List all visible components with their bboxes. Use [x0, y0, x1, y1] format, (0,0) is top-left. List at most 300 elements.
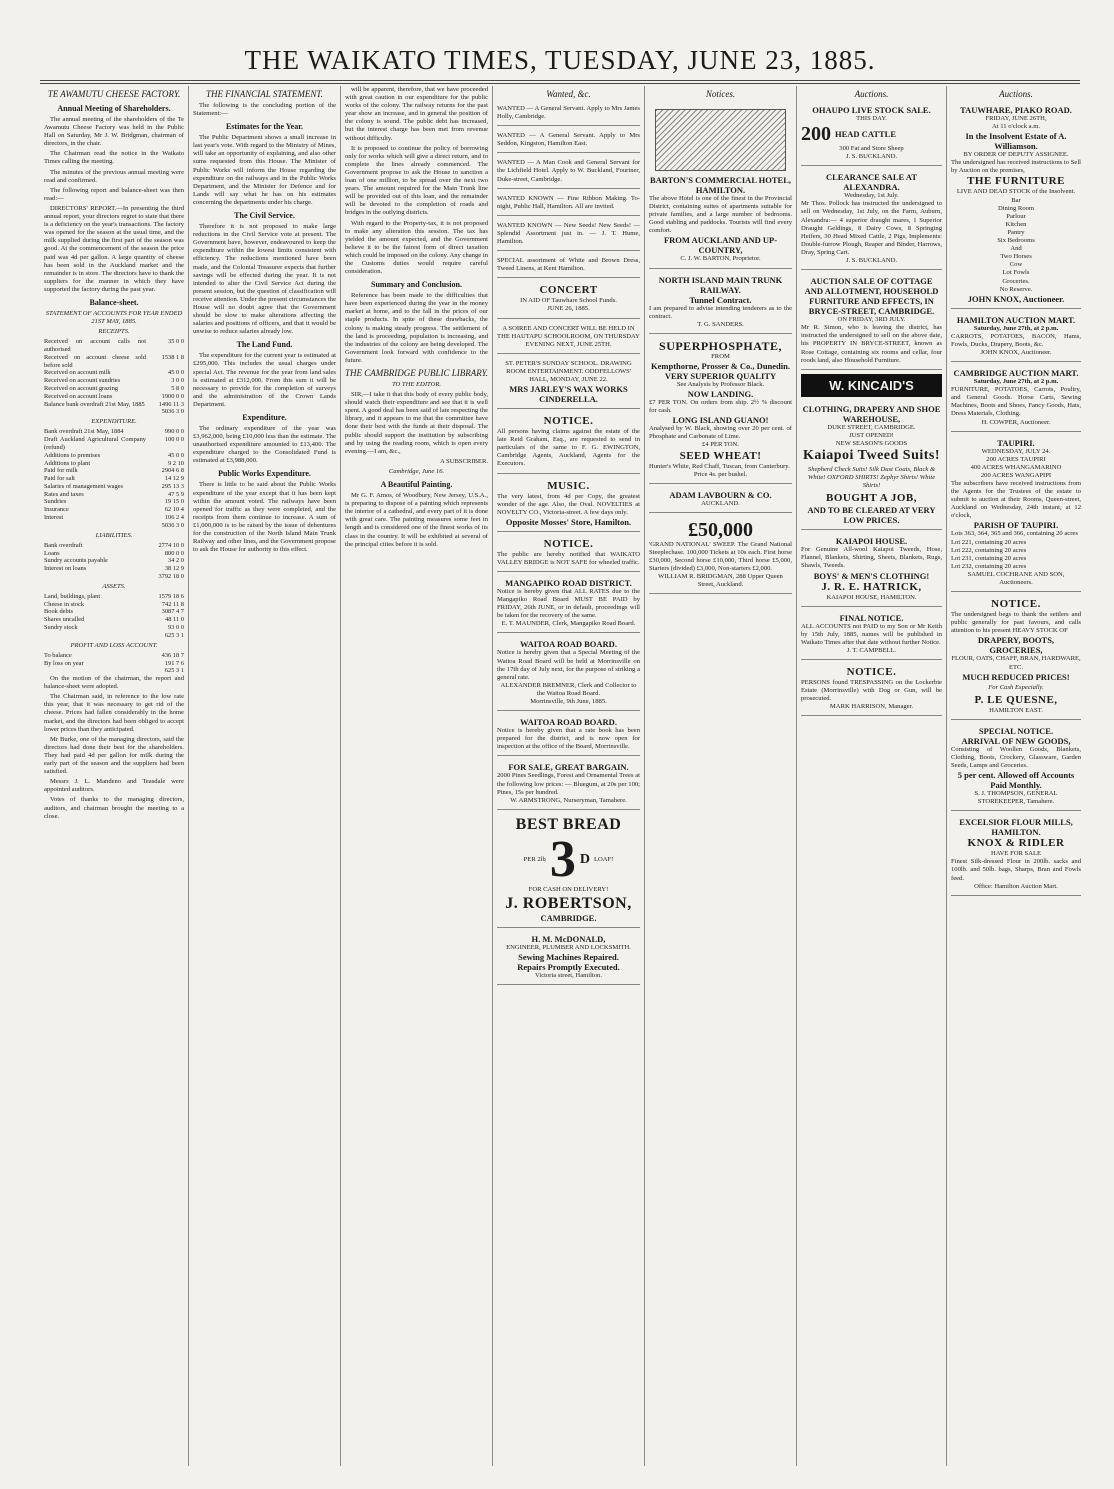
letter-signature: A SUBSCRIBER.: [439, 457, 488, 465]
livestock-sale-ad: [801, 102, 942, 166]
column-divider: [188, 86, 189, 1466]
column-statement-continued: [345, 86, 488, 1466]
list-item: Lot Fowls: [1002, 269, 1030, 277]
table-row: [44, 514, 184, 522]
bread-loaf-label: LOAF!: [593, 855, 614, 863]
ad-text: SPECIAL assortment of White and Brown Dress, Tweed Linens, at Kent Hamilton.: [497, 257, 640, 273]
ad-headline: HAMILTON AUCTION MART.: [956, 314, 1076, 325]
ad-text: Mr R. Simon, who is leaving the district, has instructed the undersigned to sell on the above date, his PROPERTY IN BRYCE-STREET, known as Rose Cottage, containing six rooms and cellar, four roods land, also Household Furniture.: [801, 324, 942, 364]
soiree-ad: [497, 322, 640, 354]
ad-text: ALL ACCOUNTS not PAID to my Son or Mr Keith by 15th July, 1885, names will be published in Waikato Times after that date without further Notice.: [801, 622, 942, 646]
ad-headline: CONCERT: [539, 284, 598, 297]
cattle-row: [801, 123, 942, 145]
ad-date: Wednesday, 1st July.: [844, 192, 899, 200]
article-paragraph: The Public Department shows a small increase in last year's vote. With regard to the Ministry of Mines, will take an opportunity of explaining, and also other sums requested from this House. The Minister of Public Works will inform the House regarding the expenditure on the railways and in the Public Works Department, and the Minister for Defence and for Lands will say what he has on his estimates concerning the departments under his charge.: [193, 134, 336, 206]
ad-signature: SAMUEL COCHRANE AND SON, Auctioneers.: [967, 570, 1065, 587]
ad-text: The undersigned begs to thank the settlers and public generally for past favours, and calls attention to his present HEAVY STOCK OF: [951, 611, 1081, 635]
ad-text: No Reserve.: [999, 285, 1033, 293]
ad-signature: C. J. W. BARTON, Proprietor.: [680, 255, 761, 263]
column-divider: [644, 86, 645, 1466]
masthead-rule-2: [40, 83, 1080, 84]
road-board-ad: [497, 636, 640, 711]
table-total: [44, 408, 184, 416]
ad-advertiser: KNOX & RIDLER: [967, 837, 1065, 850]
ad-text: For Cash Especially.: [988, 683, 1044, 691]
ad-text: The subscribers have received instructions from the Agents for the Trustees of the estate to submit to auction at their Rooms, Queen-street, Auckland on Wednesday, 24th instant, at 12 o'clock,: [951, 480, 1081, 520]
list-item: Kitchen: [1005, 220, 1027, 228]
table-row: [44, 428, 184, 436]
ad-signature: ALEXANDER BREMNER, Clerk and Collector to the Waitoa Road Board.: [500, 681, 637, 697]
ad-headline: AUCTION SALE OF COTTAGE AND ALLOTMENT, HOUSEHOLD FURNITURE AND EFFECTS, IN BRYCE-STREET, CAMBRIDGE.: [804, 276, 939, 317]
ad-headline: FINAL NOTICE.: [839, 612, 904, 623]
notice-ad: [497, 412, 640, 473]
auction-mart-ad: [951, 312, 1081, 362]
table-row: [44, 452, 184, 460]
bread-ad: [497, 813, 640, 928]
list-item: Lot 221, containing 20 acres: [951, 538, 1027, 546]
table-row: [44, 506, 184, 514]
account-label: Paid for milk: [44, 467, 78, 475]
classified-ad: [497, 192, 640, 216]
account-label: Received on account cheese sold before sold: [44, 353, 146, 369]
ad-headline: FOR SALE, GREAT BARGAIN.: [508, 762, 629, 773]
ad-headline: FROM AUCKLAND AND UP-COUNTRY,: [663, 235, 778, 256]
receipts-table: [44, 338, 184, 416]
article-paragraph: It is proposed to continue the policy of borrowing only for works which will give a direct return, and to complete the lines already commenced. The Government propose to ask the House to sanction a loan of one million, to be spread over the next two years. The amount required for the Main Trunk line will be provided out of this loan, and the remainder will be devoted to the completion of roads and bridges in the outlying districts.: [345, 144, 488, 217]
list-item: Lot 231, containing 20 acres: [951, 554, 1027, 562]
ad-headline: WAITOA ROAD BOARD.: [520, 639, 617, 650]
ad-signature: H. COWPER, Auctioneer.: [981, 418, 1051, 426]
account-amount: 100 0 0: [164, 436, 184, 444]
ad-price: £4 PER TON.: [702, 441, 739, 449]
account-amount: 800 0 0: [164, 549, 184, 557]
assets-table: [44, 593, 184, 640]
bread-price-row: [497, 830, 640, 888]
ad-date: WEDNESDAY, JULY 24.: [981, 447, 1051, 455]
article-subheading: Estimates for the Year.: [225, 122, 304, 132]
ad-headline: EXCELSIOR FLOUR MILLS, HAMILTON.: [959, 817, 1073, 838]
account-label: Paid for salt: [44, 475, 75, 483]
liabilities-table: [44, 542, 184, 581]
ad-text: IN AID OF Tauwhare School Funds.: [520, 297, 617, 305]
ad-signature: J. T. CAMPBELL.: [846, 646, 897, 654]
article-paragraph: will be apparent, therefore, that we have proceeded with great caution in our expenditure for the public works of the colony. The railway returns for the past year show an increase, and in general the position of the colony is sound. The public debt has increased, but the interest charge has been met from revenue without difficulty.: [345, 86, 488, 142]
ad-headline: BOYS' & MEN'S CLOTHING!: [813, 570, 930, 581]
ad-text: ST. PETER'S SUNDAY SCHOOL. DRAWING ROOM ENTERTAINMENT. ODDFELLOWS' HALL, MONDAY, JUNE 22.: [505, 359, 632, 383]
masthead-rule: [40, 80, 1080, 81]
account-amount: 62 10 4: [164, 506, 184, 514]
ad-headline: MRS JARLEY'S WAX WORKS CINDERELLA.: [509, 384, 628, 405]
account-label: Land, buildings, plant: [44, 592, 101, 600]
classified-ad: [497, 156, 640, 188]
ad-headline: NORTH ISLAND MAIN TRUNK RAILWAY.: [658, 274, 783, 295]
superphosphate-ad: [649, 337, 792, 484]
list-item: 200 ACRES TAUPIRI: [986, 455, 1046, 463]
table-total: [44, 522, 184, 530]
account-amount: 45 0 0: [168, 451, 184, 459]
ad-text: PERSONS found TRESPASSING on the Lockerbie Estate (Morrinsville) with Dog or Gun, will be prosecuted.: [801, 679, 942, 703]
ad-date: Saturday, June 27th, at 2 p.m.: [973, 324, 1059, 332]
article-paragraph: The Chairman read the notice in the Waikato Times calling the meeting.: [44, 150, 184, 166]
account-amount: 1496 11 3: [158, 400, 184, 408]
account-amount: 1579 18 6: [158, 592, 184, 600]
account-amount: 3087 4 7: [161, 608, 184, 616]
ad-signature: W. ARMSTRONG, Nurseryman, Tamahere.: [510, 796, 627, 804]
account-label: Cheese in stock: [44, 600, 85, 608]
ad-headline: NOTICE.: [543, 415, 594, 428]
column-wanted-notices: [497, 86, 640, 1466]
section-title: THE CAMBRIDGE PUBLIC LIBRARY.: [345, 368, 488, 378]
ad-headline: VERY SUPERIOR QUALITY: [664, 370, 777, 381]
ad-headline: MUSIC.: [547, 479, 590, 492]
ad-advertiser: J. ROBERTSON,: [505, 894, 632, 912]
table-row: [44, 498, 184, 506]
ad-price: Price 4s. per bushel.: [693, 470, 748, 478]
bread-price: 3: [549, 830, 576, 888]
expenditure-table: [44, 428, 184, 529]
article-paragraph: The Chairman said, in reference to the low rate this year, that it was necessary to get rid of the cheese. Prices had fallen considerably in the home market, and the directors had been obliged to accept lower prices than they anticipated.: [44, 693, 184, 733]
expenditure-heading: EXPENDITURE.: [91, 418, 137, 426]
account-total: 625 3 1: [164, 631, 184, 639]
kincaid-banner: W. KINCAID'S: [801, 374, 942, 397]
article-paragraph: The following report and balance-sheet was then read:—: [44, 186, 184, 202]
ad-headline: LONG ISLAND GUANO!: [672, 415, 769, 426]
account-amount: 3 0 0: [171, 377, 184, 385]
section-title: THE FINANCIAL STATEMENT.: [206, 89, 323, 99]
ad-headline: SUPERPHOSPHATE,: [659, 338, 782, 353]
table-row: [44, 660, 184, 668]
column-auctions-2: [951, 86, 1081, 1466]
ad-signature: WILLIAM R. BRIDGMAN, 288 Upper Queen Street, Auckland.: [658, 573, 783, 589]
ad-headline: MANGAPIKO ROAD DISTRICT.: [505, 578, 632, 588]
cottage-sale-ad: [801, 273, 942, 370]
table-row: [44, 467, 184, 475]
account-amount: 191 7 6: [164, 659, 184, 667]
account-amount: 990 0 0: [164, 428, 184, 436]
ad-text: Analysed by W. Black, showing over 20 per cent. of Phosphate and Carbonate of Lime.: [649, 425, 792, 441]
account-amount: 14 12 9: [164, 475, 184, 483]
account-amount: 9 2 10: [168, 459, 184, 467]
ad-signature: MARK HARRISON, Manager.: [829, 703, 914, 711]
article-subheading: The Civil Service.: [234, 211, 295, 221]
table-row: [44, 401, 184, 409]
cattle-label: HEAD CATTLE: [835, 129, 897, 140]
balance-heading: Balance-sheet.: [89, 297, 139, 307]
ad-text: The very latest, from 4d per Copy, the greatest wonder of the age. Also, the Oval. NOVELTIES at NOVELTY CO., Victoria-street. A few days only.: [497, 492, 640, 516]
list-item: Two Horses: [1000, 253, 1032, 261]
account-label: Additions to plant: [44, 459, 91, 467]
account-amount: 295 13 3: [161, 482, 184, 490]
ad-signature: JOHN KNOX, Auctioneer.: [980, 348, 1052, 356]
engineer-ad: [497, 931, 640, 985]
section-title: Notices.: [705, 89, 736, 99]
table-row: [44, 593, 184, 601]
account-amount: 48 11 0: [165, 616, 184, 624]
ad-text: BY ORDER OF DEPUTY ASSIGNEE.: [963, 151, 1069, 159]
ad-address: Office: Hamilton Auction Mart.: [974, 882, 1058, 890]
account-label: Interest on loans: [44, 565, 87, 573]
classified-ad: [497, 254, 640, 278]
list-item: Parlour: [1006, 212, 1026, 220]
ad-text: WANTED — A General Servant. Apply to Mrs James Holly, Cambridge.: [497, 105, 640, 121]
ad-text: Mr Thos. Pollock has instructed the undersigned to sell on Wednesday, 1st July, on the Farm, Auburn, Alexandra:— 4 superior draught mares, 1 Superior Draught Geldings, 8 Dairy Cows, 8 Springing Heifers, 30 Head Mixed Cattle, 2 Pigs, Implements: Double-furrow Plough, Reaper and Binder, Harrows, Dray, Spring Cart.: [801, 200, 942, 256]
section-title: TE AWAMUTU CHEESE FACTORY.: [47, 89, 181, 99]
ad-headline: BEST BREAD: [515, 815, 622, 833]
ad-address: HAMILTON EAST.: [989, 706, 1043, 714]
ad-headline: TAUPIRI.: [997, 437, 1035, 448]
land-sale-ad: [951, 435, 1081, 593]
table-row: [44, 436, 184, 452]
account-amount: 2904 6 8: [161, 467, 184, 475]
table-row: [44, 557, 184, 565]
ad-date: Morrinsville, 9th June, 1885.: [530, 698, 607, 706]
railway-ad: [649, 272, 792, 334]
ad-town: CAMBRIDGE.: [540, 912, 597, 923]
article-paragraph: On the motion of the chairman, the report and balance-sheet were adopted.: [44, 675, 184, 691]
ad-subheadline: PARISH OF TAUPIRI.: [973, 520, 1059, 531]
notice-ad: [497, 535, 640, 572]
article-paragraph: Reference has been made to the difficulties that have been experienced during the year in the money market at home, and to the fall in the prices of our staple products. In spite of these drawbacks, the colony is making steady progress. The settlement of the land is proceeding, population is increasing, and the industries of the colony are being developed. The Government look forward with confidence to the future.: [345, 292, 488, 364]
list-item: Groceries.: [1002, 277, 1030, 285]
account-label: Received on account calls not authorised: [44, 338, 146, 354]
section-title: Auctions.: [999, 89, 1033, 99]
list-item: Dining Room: [997, 204, 1035, 212]
ad-headline: Sewing Machines Repaired.: [518, 951, 619, 962]
cattle-count: 200: [801, 123, 831, 146]
classified-ad: [497, 129, 640, 153]
ad-headline: SPECIAL NOTICE.: [978, 725, 1054, 736]
account-label: Shares uncalled: [44, 616, 85, 624]
music-ad: [497, 477, 640, 532]
profit-loss-table: [44, 652, 184, 675]
ad-text: Consisting of Woollen Goods, Blankets, Clothing, Boots, Crockery, Glassware, Garden Seeds, Lamps and Groceries.: [951, 745, 1081, 769]
ad-subheadline: ARRIVAL OF NEW GOODS,: [961, 735, 1071, 746]
account-amount: 35 0 0: [168, 338, 184, 346]
article-subheading: Public Works Expenditure.: [218, 469, 311, 479]
ad-headline: NOW LANDING.: [687, 389, 754, 400]
ad-text: The above Hotel is one of the finest in the Provincial District, containing suites of apartments suitable for private families, and a large number of bedrooms. Good stabling and paddocks. Tourists will find every comfort.: [649, 195, 792, 235]
letter-salutation: TO THE EDITOR.: [391, 381, 442, 388]
ad-headline: CLEARANCE SALE AT ALEXANDRA.: [825, 172, 917, 193]
article-heading: Annual Meeting of Shareholders.: [57, 104, 171, 113]
bread-price-unit: D: [579, 851, 590, 867]
sale-ad: [497, 759, 640, 809]
article-paragraph: The ordinary expenditure of the year was £3,962,000, being £10,000 less than the estimate. The unauthorised expenditure amounted to £13,400. The expenditure charged to the Consolidated Fund is estimated at £3,988,000.: [193, 425, 336, 465]
account-label: Bank overdraft 21st May, 1884: [44, 428, 124, 436]
classified-ad: [497, 219, 640, 251]
ad-date: FRIDAY, JUNE 26TH,: [985, 115, 1047, 122]
account-label: Sundries: [44, 498, 67, 506]
ad-text: WANTED — A Man Cook and General Servant for the Lichfield Hotel. Apply to W. Buckland, Fouriner, Duke-street, Cambridge.: [497, 159, 640, 183]
article-paragraph: Votes of thanks to the managing directors, auditors, and chairman brought the meeting to a close.: [44, 796, 184, 820]
ad-headline: SEED WHEAT!: [679, 449, 762, 462]
ad-address: Victoria street, Hamilton.: [535, 971, 602, 979]
table-row: [44, 624, 184, 632]
account-amount: 19 15 0: [164, 498, 184, 506]
article-paragraph: Mr Burke, one of the managing directors, said the directors had done their best for the shareholders. They had paid 4d per gallon for milk during the early part of the season and the suppliers had been satisfied.: [44, 735, 184, 776]
kaiapoi-house-ad: [801, 533, 942, 606]
section-title: Auctions.: [854, 89, 889, 99]
ad-subheadline: AND TO BE CLEARED AT VERY LOW PRICES.: [807, 505, 936, 526]
ad-headline: WAITOA ROAD BOARD.: [520, 717, 617, 728]
ad-date: Saturday, June 27th, at 2 p.m.: [973, 378, 1059, 386]
article-paragraph: Therefore it is not proposed to make large reductions in the Civil Service vote at present. The Government have, however, endeavoured to keep the expenditure within the lowest limits consistent with efficiency. The reductions mentioned have been made, and the Colonial Treasurer expects that further savings will be effected during the year. It is not intended to alter the Civil Service Act during the present session, but the question of classification will receive attention. Under the present circumstances the House will no doubt agree that the Government should be slow to make alterations affecting the salaries and positions of officers, and that it would be unwise to reduce salaries already low.: [193, 223, 336, 336]
balance-subheading: STATEMENT OF ACCOUNTS FOR YEAR ENDED 21ST MAY, 1885.: [45, 309, 183, 326]
article-paragraph: Mr G. F. Amos, of Woodbury, New Jersey, U.S.A., is preparing to dispose of a painting which represents the interior of a cathedral, and every part of it is done with great care. The painting measures some feet in length and is considered one of the finest works of its class in the country. It will be exhibited at several of the principal cities before it is sold.: [345, 492, 488, 548]
ad-text: Notice is hereby given that a Special Meeting of the Waitoa Road Board will be held at Morrinsville on the 17th day of July next, for the purpose of striking a general rate.: [497, 649, 640, 681]
ad-text: WANTED KNOWN — Fine Ribbon Making. To-night, Public Hall, Hamilton. All are invited.: [497, 194, 640, 210]
article-paragraph: With regard to the Property-tax, it is not proposed to make any alteration this session. The tax has yielded the amount expected, and the Government believe it to be the fairest form of direct taxation which could be imposed on the colony. Any change in the Customs duties would require careful consideration.: [345, 219, 488, 276]
account-label: Additions to premises: [44, 451, 101, 459]
account-amount: 106 2 4: [164, 514, 184, 522]
list-item: Bar: [1011, 196, 1021, 204]
ad-address: KAIAPOI HOUSE, HAMILTON.: [826, 593, 917, 601]
masthead-title: THE WAIKATO TIMES, TUESDAY, JUNE 23, 1885.: [244, 45, 876, 75]
ad-text: Notice is hereby given that a rate book has been prepared for the district, and is now open for inspection at the office of the Board, Morrinsville.: [497, 727, 640, 751]
ad-headline: THE FURNITURE: [967, 175, 1065, 188]
account-amount: 2774 10 0: [158, 541, 184, 549]
table-row: [44, 354, 184, 370]
table-row: [44, 377, 184, 385]
list-item: Pantry: [1007, 228, 1025, 236]
ad-signature: S. J. THOMPSON, GENERAL STOREKEEPER, Tamahere.: [974, 790, 1058, 806]
table-row: [44, 338, 184, 354]
ad-text: Notice is hereby given that ALL RATES due to the Mangapiko Road Board MUST BE PAID by FRIDAY, 26th JUNE, or in default, proceedings will be taken for the recovery of the same.: [497, 588, 640, 620]
insolvent-estate-ad: [951, 102, 1081, 309]
column-auctions: [801, 86, 942, 1466]
account-label: Sundry stock: [44, 624, 78, 632]
ad-date: ON FRIDAY, 3RD JULY.: [837, 316, 906, 324]
account-amount: 436 18 7: [161, 651, 184, 659]
ad-text: CARROTS, POTATOES, BACON, Hams, Fowls, Ducks, Drapery, Boots, &c.: [951, 332, 1081, 348]
road-board-ad: [497, 714, 640, 756]
ad-text: 2000 Pines Seedlings, Forest and Ornamental Trees at the following low prices: — Bluegum, at 20s per 100; Pines, 15s per hundred.: [497, 772, 640, 796]
account-total: 625 3 1: [164, 667, 184, 675]
ad-signature: E. T. MAUNDER, Clerk, Mangapiko Road Board.: [501, 620, 636, 628]
table-row: [44, 393, 184, 401]
article-subheading: Expenditure.: [242, 413, 287, 422]
list-item: Lot 222, containing 20 acres: [951, 546, 1027, 554]
ad-advertiser: J. R. E. HATRICK,: [821, 580, 922, 593]
auction-mart-ad: [951, 365, 1081, 432]
table-row: [44, 483, 184, 491]
account-amount: 93 0 0: [168, 624, 184, 632]
table-row: [44, 491, 184, 499]
account-label: Interest: [44, 514, 64, 522]
profit-loss-heading: PROFIT AND LOSS ACCOUNT.: [70, 641, 158, 649]
account-label: Balance bank overdraft 21st May, 1885: [44, 400, 145, 408]
ad-text: HAVE FOR SALE: [990, 850, 1042, 858]
ad-headline: BARTON'S COMMERCIAL HOTEL, HAMILTON.: [650, 175, 791, 195]
table-row: [44, 460, 184, 468]
account-label: Received on account sundries: [44, 377, 121, 385]
ad-address: DUKE STREET, CAMBRIDGE.: [827, 423, 916, 431]
ad-headline: TAUWHARE, PIAKO ROAD.: [960, 105, 1072, 115]
list-item: And: [1010, 245, 1022, 253]
ad-text: Hunter's White, Red Chaff, Tuscan, from Canterbury.: [649, 462, 790, 470]
column-notices: [649, 86, 792, 1466]
ad-text: LIVE AND DEAD STOCK of the Insolvent.: [956, 188, 1076, 196]
ad-headline: NOTICE.: [991, 598, 1041, 611]
ad-subheadline: Tunnel Contract.: [689, 294, 752, 305]
account-total: 5036 3 0: [161, 408, 184, 416]
account-amount: 1900 0 0: [161, 392, 184, 400]
ad-text: See Analysis by Professor Black.: [676, 380, 765, 388]
ad-text: For Genuine All-wool Kaiapoi Tweeds, Hose, Flannel, Blankets, Shirting, Sheets, Blankets, Rugs, Shawls, Tweeds.: [801, 546, 942, 570]
assets-heading: ASSETS.: [102, 582, 126, 590]
table-row: [44, 550, 184, 558]
account-amount: 5 8 0: [171, 385, 184, 393]
classified-ad: [497, 102, 640, 126]
ad-signature: T. G. SANDERS.: [697, 320, 744, 328]
ad-text: JUST OPENED!: [849, 431, 894, 439]
ad-signature: Opposite Mosses' Store, Hamilton.: [505, 516, 632, 527]
account-label: Insurance: [44, 506, 69, 514]
table-row: [44, 601, 184, 609]
ad-text: A SOIREE AND CONCERT WILL BE HELD IN THE HAUTAPU SCHOOLROOM, ON THURSDAY EVENING NEXT, JUNE 25TH.: [497, 324, 640, 348]
account-label: To balance: [44, 651, 72, 659]
letter-date: Cambridge, June 16.: [388, 467, 445, 475]
ad-text: £7 PER TON. On orders from ship. 2½ % discount for cash.: [649, 399, 792, 415]
account-amount: 1538 1 8: [161, 353, 184, 361]
ad-text: 5 per cent. Allowed off Accounts Paid Monthly.: [957, 770, 1075, 791]
concert-ad: [497, 281, 640, 318]
table-total: [44, 667, 184, 675]
sweep-ad: [649, 516, 792, 595]
column-divider: [492, 86, 493, 1466]
receipts-heading: RECEIPTS.: [98, 328, 130, 336]
list-item: 400 ACRES WHANGAMARINO: [970, 463, 1062, 471]
account-label: Draft Auckland Agricultural Company (refund): [44, 436, 146, 451]
ad-headline: OHAUPO LIVE STOCK SALE.: [812, 105, 931, 115]
ad-text: FROM: [711, 352, 730, 360]
article-paragraph: The following is the concluding portion of the Statement:—: [193, 102, 336, 118]
account-amount: 45 0 0: [168, 369, 184, 377]
list-item: Cow: [1009, 261, 1023, 269]
article-paragraph: The annual meeting of the shareholders of the Te Awamutu Cheese Factory was held in the Public Hall on Saturday, Mr J. W. Bridgman, chairman of directors, in the chair.: [44, 116, 184, 148]
column-divider: [796, 86, 797, 1466]
ad-text: ENGINEER, PLUMBER AND LOCKSMITH.: [506, 943, 631, 951]
ad-headline: NOTICE.: [543, 537, 594, 550]
ad-headline: NOTICE.: [846, 666, 897, 678]
list-item: Lots 363, 364, 365 and 366, containing 20 acres: [951, 530, 1078, 538]
account-amount: 38 12 9: [164, 565, 184, 573]
ad-headline: Repairs Promptly Executed.: [517, 961, 620, 972]
table-total: [44, 632, 184, 640]
ad-headline: CLOTHING, DRAPERY AND SHOE WAREHOUSE,: [802, 403, 941, 424]
ad-headline: Kaiapoi Tweed Suits!: [802, 447, 941, 463]
final-notice-ad: [801, 610, 942, 660]
kincaid-ad: [801, 401, 942, 531]
ad-signature: JOHN KNOX, Auctioneer.: [967, 293, 1065, 304]
ad-text: NEW SEASON'S GOODS: [835, 439, 908, 447]
account-total: 5036 3 0: [161, 521, 184, 529]
ad-text: Shepherd Check Suits! Silk Dust Coats, Black & White! OXFORD SHIRTS! Zephyr Shirts! White Shirts!: [807, 465, 936, 490]
account-label: Received on account grazing: [44, 385, 118, 393]
road-district-ad: [497, 575, 640, 633]
letter-body: SIR,—I take it that this body of every public body, should watch their expenditure and see that it is well spent. A good deal has been said of late respecting the library, and it appears to me that the committee have done their best with the funds at their disposal. The public should support the institution by subscribing and by using the reading room, which is open every evening.—I am, &c.,: [345, 391, 488, 455]
drapery-notice-ad: [951, 595, 1081, 720]
article-paragraph: The minutes of the previous annual meeting were read and confirmed.: [44, 168, 184, 184]
ad-text: I am prepared to advise intending tenderers as to the contract.: [649, 304, 792, 320]
liabilities-heading: LIABILITIES.: [95, 531, 133, 539]
account-label: Rates and taxes: [44, 490, 84, 498]
table-total: [44, 573, 184, 581]
account-label: Sundry accounts payable: [44, 557, 108, 565]
account-label: Received on account loans: [44, 392, 113, 400]
trespass-notice-ad: [801, 663, 942, 716]
ad-signature: J. S. BUCKLAND.: [845, 153, 898, 161]
